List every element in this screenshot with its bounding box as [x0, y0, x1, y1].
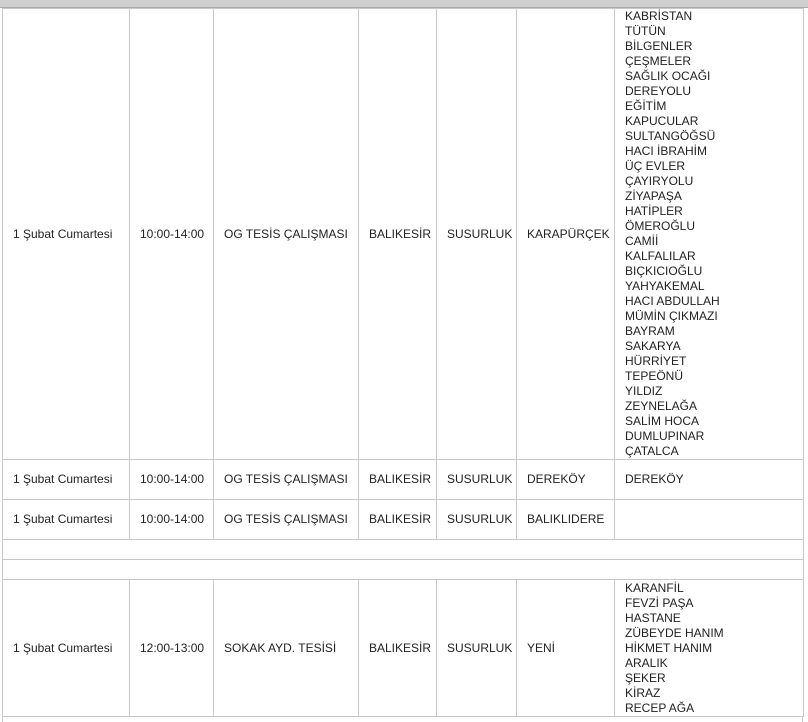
reason-cell: OG TESİS ÇALIŞMASI: [214, 9, 359, 460]
street-item: TÜTÜN: [625, 24, 666, 38]
district-cell: SUSURLUK: [437, 500, 517, 540]
province-cell: BALIKESİR: [359, 580, 437, 717]
date-cell: 1 Şubat Cumartesi: [3, 9, 130, 460]
street-item: FEVZİ PAŞA: [625, 595, 694, 610]
street-item: DEREYOLU: [625, 84, 692, 98]
neighborhood-cell: KARAPÜRÇEK: [517, 9, 615, 460]
table-row: [3, 580, 804, 717]
street-item: ZEYNELAĞA: [625, 399, 698, 413]
street-item: HACI İBRAHİM: [625, 144, 708, 158]
street-item: RECEP AĞA: [625, 700, 695, 715]
reason-cell: SOKAK AYD. TESİSİ: [214, 580, 359, 717]
district-cell: SUSURLUK: [437, 460, 517, 500]
street-item: SAĞLIK OCAĞI: [625, 69, 711, 83]
date-cell: 1 Şubat Cumartesi: [3, 580, 130, 717]
street-item: HATİPLER: [625, 204, 683, 218]
time-cell: 12:00-13:00: [130, 580, 214, 717]
street-item: KARANFİL: [625, 580, 684, 595]
street-item: SALİM HOCA: [625, 414, 700, 428]
streets-cell: [615, 9, 804, 460]
street-item: BIÇKICIOĞLU: [625, 264, 703, 278]
table-row: [3, 460, 804, 500]
table-top-bar: [0, 0, 808, 8]
street-item: KALFALILAR: [625, 249, 696, 263]
street-item: ÇATALCA: [625, 444, 679, 458]
province-cell: BALIKESİR: [359, 9, 437, 460]
street-item: DUMLUPINAR: [625, 429, 705, 443]
district-cell: SUSURLUK: [437, 580, 517, 717]
street-item: MÜMİN ÇIKMAZI: [625, 309, 718, 323]
street-item: TEPEÖNÜ: [625, 369, 684, 383]
street-item: ARALIK: [625, 655, 668, 670]
table-row: [3, 9, 804, 460]
street-item: HASTANE: [625, 610, 681, 625]
reason-cell: OG TESİS ÇALIŞMASI: [214, 460, 359, 500]
reason-cell: OG TESİS ÇALIŞMASI: [214, 500, 359, 540]
spacer-row: [3, 560, 804, 580]
spacer-cell: [3, 540, 804, 560]
streets-cell: [615, 580, 804, 717]
street-item: ÇEŞMELER: [625, 54, 692, 68]
street-item: ZİYAPAŞA: [625, 189, 682, 203]
table-row: [3, 500, 804, 540]
neighborhood-cell: YENİ: [517, 580, 615, 717]
street-item: KABRİSTAN: [625, 9, 693, 23]
time-cell: 10:00-14:00: [130, 9, 214, 460]
date-cell: 1 Şubat Cumartesi: [3, 500, 130, 540]
street-item: SAKARYA: [625, 339, 681, 353]
district-cell: SUSURLUK: [437, 9, 517, 460]
street-item: ZÜBEYDE HANIM: [625, 625, 724, 640]
street-item: YAHYAKEMAL: [625, 279, 705, 293]
street-item: KİRAZ: [625, 685, 661, 700]
time-cell: 10:00-14:00: [130, 460, 214, 500]
street-item: ÇAYIRYOLU: [625, 174, 694, 188]
street-item: EĞİTİM: [625, 99, 667, 113]
street-item: HİKMET HANIM: [625, 640, 713, 655]
street-item: HÜRRİYET: [625, 354, 687, 368]
province-cell: BALIKESİR: [359, 460, 437, 500]
street-item: ÜÇ EVLER: [625, 159, 686, 173]
street-item: HACI ABDULLAH: [625, 294, 720, 308]
spacer-row: [3, 540, 804, 560]
street-item: KAPUCULAR: [625, 114, 699, 128]
street-item: BAYRAM: [625, 324, 675, 338]
outage-table: [2, 8, 804, 717]
street-item: CAMİİ: [625, 234, 659, 248]
time-cell: 10:00-14:00: [130, 500, 214, 540]
street-item: DEREKÖY: [625, 472, 684, 486]
streets-cell: [615, 460, 804, 500]
next-row-edge: [2, 716, 803, 722]
spacer-cell: [3, 560, 804, 580]
province-cell: BALIKESİR: [359, 500, 437, 540]
streets-cell: [615, 500, 804, 540]
date-cell: 1 Şubat Cumartesi: [3, 460, 130, 500]
street-item: BİLGENLER: [625, 39, 693, 53]
neighborhood-cell: DEREKÖY: [517, 460, 615, 500]
street-item: SULTANGÖĞSÜ: [625, 129, 716, 143]
street-item: YILDIZ: [625, 384, 663, 398]
street-item: ŞEKER: [625, 670, 666, 685]
street-item: ÖMEROĞLU: [625, 219, 696, 233]
neighborhood-cell: BALIKLIDERE: [517, 500, 615, 540]
